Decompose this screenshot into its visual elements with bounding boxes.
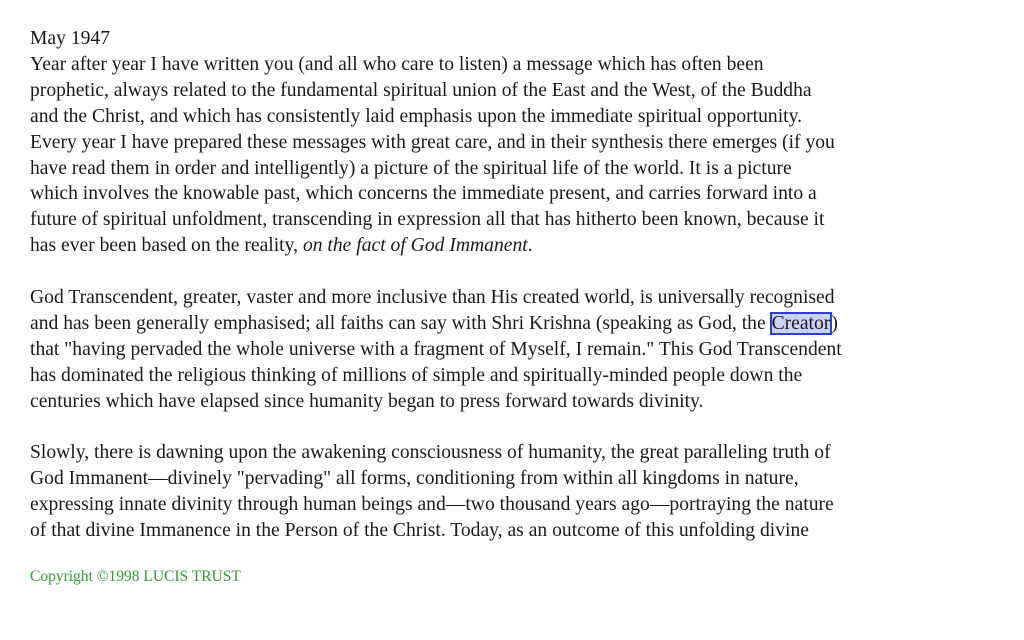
- paragraph-line: Every year I have prepared these messages with great care, and in their synthesis there emerges (if you: [30, 131, 835, 153]
- paragraph-line: Year after year I have written you (and all who care to listen) a message which has often been: [30, 53, 764, 75]
- paragraph-line: [30, 311, 1000, 337]
- paragraph-line: centuries which have elapsed since humanity began to press forward towards divinity.: [30, 390, 704, 412]
- paragraph-line: and the Christ, and which has consistently laid emphasis upon the immediate spiritual opportunity.: [30, 105, 803, 127]
- paragraph-line: have read them in order and intelligently) a picture of the spiritual life of the world. It is a picture: [30, 157, 792, 179]
- paragraph-3: [30, 440, 1000, 544]
- italic-phrase: on the fact of God Immanent: [302, 235, 528, 257]
- paragraph-gap: [30, 415, 1000, 441]
- line-text: and has been generally emphasised; all faiths can say with Shri Krishna (speaking as God, the: [30, 312, 771, 334]
- paragraph-line: future of spiritual unfoldment, transcending in expression all that has hitherto been known, because it: [30, 209, 825, 231]
- line-text: .: [527, 235, 533, 257]
- paragraph-line: prophetic, always related to the fundamental spiritual union of the East and the West, of the Buddha: [30, 79, 812, 101]
- paragraph-line: which involves the knowable past, which concerns the immediate present, and carries forward into a: [30, 183, 817, 205]
- paragraph-line: God Transcendent, greater, vaster and more inclusive than His created world, is universally recognised: [30, 287, 835, 309]
- paragraph-line: expressing innate divinity through human beings and—two thousand years ago—portraying the nature: [30, 494, 834, 516]
- paragraph-line: [30, 233, 1000, 259]
- paragraph-line: that "having pervaded the whole universe with a fragment of Myself, I remain." This God Transcendent: [30, 338, 842, 360]
- highlighted-word[interactable]: Creator: [771, 312, 831, 334]
- copyright-notice: Copyright ©1998 LUCIS TRUST: [30, 568, 241, 585]
- line-text: has ever been based on the reality,: [30, 235, 303, 257]
- paragraph-gap: [30, 259, 1000, 285]
- paragraph-1: [30, 52, 1000, 259]
- document-date: May 1947: [30, 28, 111, 49]
- paragraph-2: [30, 285, 1000, 415]
- paragraph-line: of that divine Immanence in the Person of the Christ. Today, as an outcome of this unfolding divine: [30, 520, 809, 542]
- document-body: [30, 26, 1000, 544]
- line-text: ): [831, 312, 838, 334]
- paragraph-line: God Immanent—divinely "pervading" all forms, conditioning from within all kingdoms in nature,: [30, 468, 799, 490]
- paragraph-line: has dominated the religious thinking of millions of simple and spiritually-minded people down the: [30, 364, 803, 386]
- paragraph-line: Slowly, there is dawning upon the awakening consciousness of humanity, the great paralleling truth of: [30, 442, 831, 464]
